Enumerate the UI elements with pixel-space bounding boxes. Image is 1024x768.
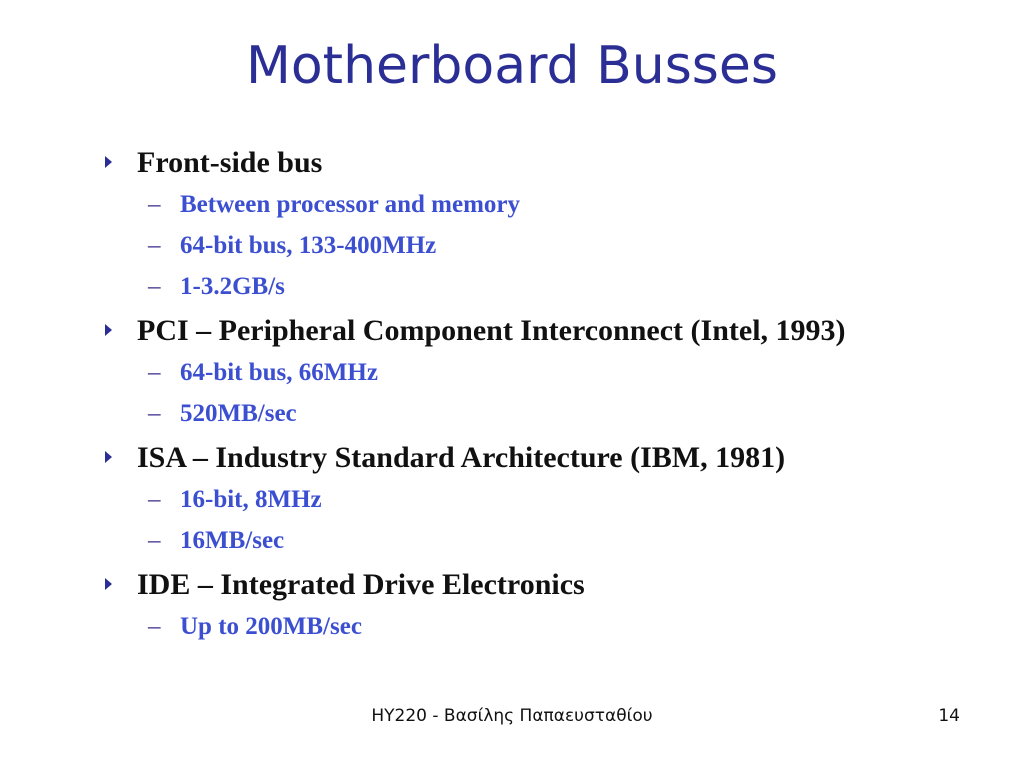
bullet-text: Front-side bus bbox=[137, 146, 323, 179]
bullet-text: PCI – Peripheral Component Interconnect (Intel, 1993) bbox=[137, 314, 846, 347]
bullet-list bbox=[100, 140, 1000, 648]
sub-bullet-text: Up to 200MB/sec bbox=[180, 613, 362, 640]
dash-icon: – bbox=[148, 191, 161, 218]
sub-bullet-text: 16-bit, 8MHz bbox=[180, 486, 322, 513]
bullet-arrow-icon bbox=[105, 451, 112, 463]
sub-bullet-text: Between processor and memory bbox=[180, 191, 520, 218]
sub-bullet-text: 16MB/sec bbox=[180, 527, 285, 554]
dash-icon: – bbox=[148, 613, 161, 640]
page-number: 14 bbox=[938, 706, 960, 726]
sub-bullet-text: 1-3.2GB/s bbox=[180, 273, 285, 300]
bullet-item bbox=[100, 142, 1000, 185]
bullet-text: IDE – Integrated Drive Electronics bbox=[137, 568, 585, 601]
footer-text: ΗΥ220 - Βασίλης Παπαευσταθίου bbox=[371, 706, 653, 726]
dash-icon: – bbox=[148, 400, 161, 427]
bullet-arrow-icon bbox=[105, 324, 112, 336]
sub-bullet-text: 64-bit bus, 66MHz bbox=[180, 359, 378, 386]
bullet-text: ISA – Industry Standard Architecture (IBM, 1981) bbox=[137, 441, 786, 474]
slide-title: Motherboard Busses bbox=[246, 36, 778, 96]
dash-icon: – bbox=[148, 486, 161, 513]
dash-icon: – bbox=[148, 359, 161, 386]
sub-bullet-item bbox=[100, 394, 1000, 435]
sub-bullet-item bbox=[100, 353, 1000, 394]
dash-icon: – bbox=[148, 527, 161, 554]
bullet-arrow-icon bbox=[105, 578, 112, 590]
sub-bullet-item bbox=[100, 185, 1000, 226]
dash-icon: – bbox=[148, 232, 161, 259]
dash-icon: – bbox=[148, 273, 161, 300]
sub-bullet-item bbox=[100, 226, 1000, 267]
sub-bullet-text: 520MB/sec bbox=[180, 400, 297, 427]
sub-bullet-item bbox=[100, 521, 1000, 562]
bullet-item bbox=[100, 564, 1000, 607]
bullet-arrow-icon bbox=[105, 156, 112, 168]
bullet-item bbox=[100, 437, 1000, 480]
sub-bullet-item bbox=[100, 607, 1000, 648]
sub-bullet-item bbox=[100, 267, 1000, 308]
sub-bullet-text: 64-bit bus, 133-400MHz bbox=[180, 232, 437, 259]
sub-bullet-item bbox=[100, 480, 1000, 521]
bullet-item bbox=[100, 310, 1000, 353]
